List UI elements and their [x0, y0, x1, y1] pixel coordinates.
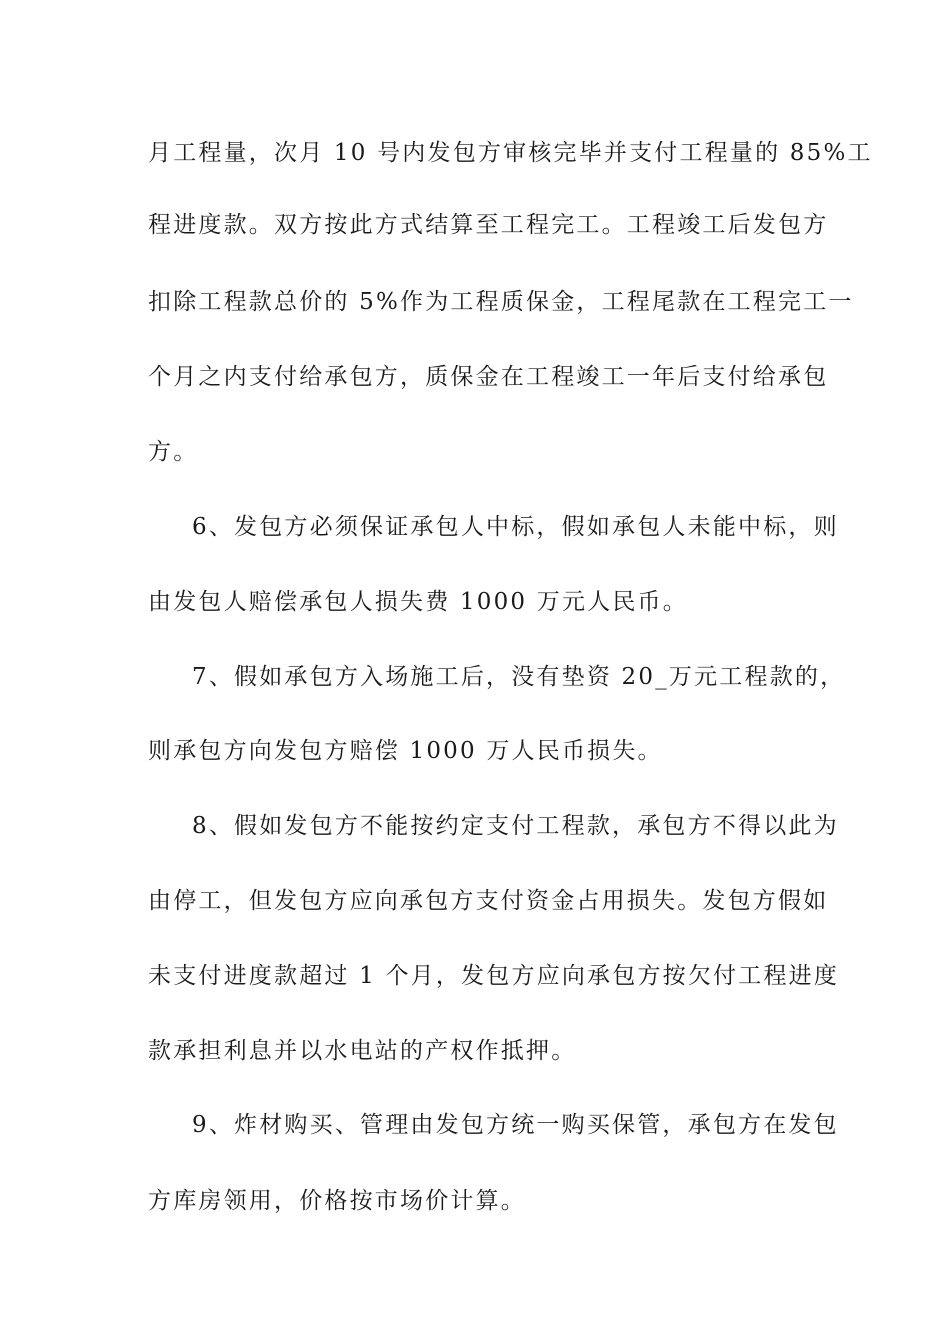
text-line: 方库房领用，价格按市场价计算。	[148, 1188, 526, 1214]
text-line: 方。	[148, 439, 199, 465]
text-line: 程进度款。双方按此方式结算至工程完工。工程竣工后发包方	[148, 212, 829, 238]
text-line: 未支付进度款超过 1 个月，发包方应向承包方按欠付工程进度	[148, 963, 840, 989]
paragraph-7-start: 7、假如承包方入场施工后，没有垫资 20_万元工程款的，	[192, 664, 846, 690]
paragraph-8-start: 8、假如发包方不能按约定支付工程款，承包方不得以此为	[192, 813, 839, 839]
paragraph-9-start: 9、炸材购买、管理由发包方统一购买保管，承包方在发包	[192, 1112, 839, 1138]
text-line: 月工程量，次月 10 号内发包方审核完毕并支付工程量的 85%工	[148, 140, 873, 166]
text-line: 由发包人赔偿承包人损失费 1000 万元人民币。	[148, 589, 688, 615]
text-line: 个月之内支付给承包方，质保金在工程竣工一年后支付给承包	[148, 364, 829, 390]
text-line: 则承包方向发包方赔偿 1000 万人民币损失。	[148, 738, 663, 764]
text-line: 款承担利息并以水电站的产权作抵押。	[148, 1038, 577, 1064]
text-line: 由停工，但发包方应向承包方支付资金占用损失。发包方假如	[148, 888, 829, 914]
paragraph-6-start: 6、发包方必须保证承包人中标，假如承包人未能中标，则	[192, 514, 839, 540]
text-line: 扣除工程款总价的 5%作为工程质保金，工程尾款在工程完工一	[148, 289, 854, 315]
